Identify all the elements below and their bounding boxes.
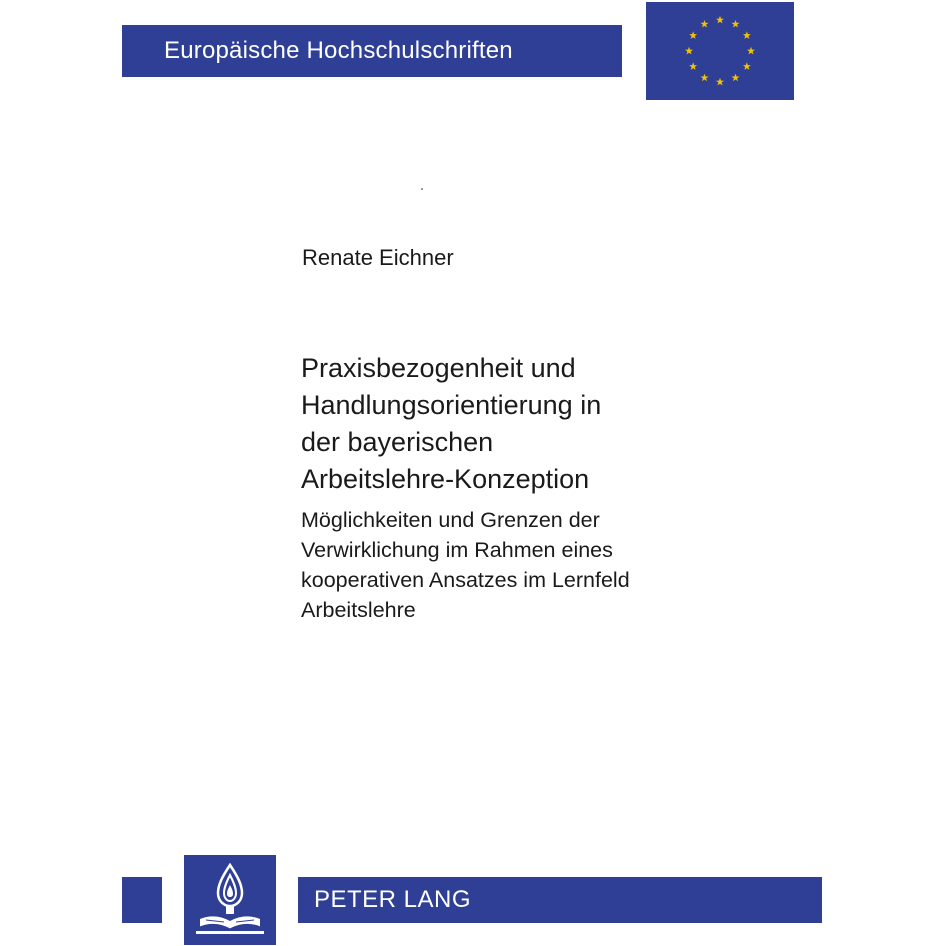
- book-title-line: Praxisbezogenheit und: [301, 353, 576, 383]
- series-banner: [122, 25, 622, 77]
- author-name: Renate Eichner: [302, 245, 454, 270]
- star-icon: [732, 74, 740, 82]
- star-icon: [689, 62, 697, 70]
- star-icon: [732, 20, 740, 28]
- series-name: Europäische Hochschulschriften: [164, 37, 513, 64]
- publisher-name: PETER LANG: [314, 886, 472, 913]
- star-icon: [743, 31, 751, 39]
- peter-lang-logo-icon: [184, 855, 276, 945]
- star-icon: [689, 31, 697, 39]
- small-mark: [421, 188, 423, 190]
- book-subtitle-line: kooperativen Ansatzes im Lernfeld: [301, 568, 630, 592]
- star-icon: [701, 20, 709, 28]
- star-icon: [716, 16, 724, 24]
- book-subtitle-line: Verwirklichung im Rahmen eines: [301, 538, 613, 562]
- star-icon: [701, 74, 709, 82]
- book-subtitle-line: Möglichkeiten und Grenzen der: [301, 508, 600, 532]
- book-title-line: Handlungsorientierung in: [301, 390, 602, 420]
- book-title: [301, 350, 721, 498]
- star-icon: [743, 62, 751, 70]
- star-icon: [685, 47, 693, 55]
- book-title-line: Arbeitslehre-Konzeption: [301, 464, 590, 494]
- publisher-banner: [298, 877, 822, 923]
- eu-stars-icon: [646, 2, 794, 100]
- book-title-line: der bayerischen: [301, 427, 494, 457]
- star-icon: [747, 47, 755, 55]
- book-subtitle-line: Arbeitslehre: [301, 598, 416, 622]
- star-icon: [716, 78, 724, 86]
- book-subtitle: [301, 505, 721, 625]
- decorative-block: [122, 877, 162, 923]
